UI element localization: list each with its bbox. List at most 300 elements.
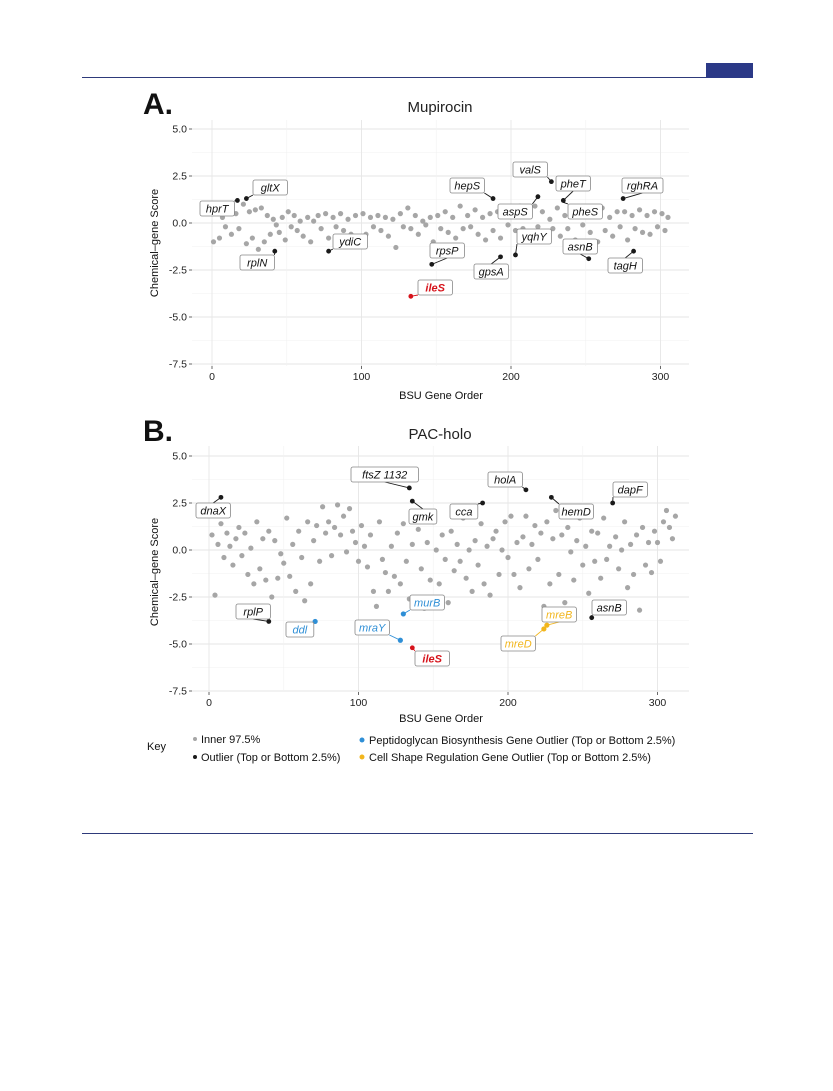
data-point-inner bbox=[535, 557, 540, 562]
data-point-inner bbox=[556, 572, 561, 577]
y-tick-label: 5.0 bbox=[172, 450, 187, 463]
data-point-inner bbox=[607, 215, 612, 220]
data-point-inner bbox=[461, 226, 466, 231]
panel-b-x-label: BSU Gene Order bbox=[399, 713, 483, 725]
data-point-inner bbox=[511, 572, 516, 577]
data-point-inner bbox=[598, 576, 603, 581]
data-point-inner bbox=[589, 529, 594, 534]
data-point-inner bbox=[305, 519, 310, 524]
y-tick-label: 5.0 bbox=[172, 123, 187, 136]
panel-b-letter: B. bbox=[143, 415, 173, 448]
panel-b-y-ticks bbox=[169, 451, 192, 698]
data-point-inner bbox=[344, 549, 349, 554]
data-point-inner bbox=[295, 228, 300, 233]
data-point-inner bbox=[233, 536, 238, 541]
data-point-inner bbox=[455, 542, 460, 547]
data-point-inner bbox=[317, 559, 322, 564]
data-point-inner bbox=[453, 235, 458, 240]
data-point-inner bbox=[398, 581, 403, 586]
data-point-inner bbox=[302, 598, 307, 603]
data-point-inner bbox=[538, 530, 543, 535]
y-tick-label: -7.5 bbox=[168, 685, 187, 698]
legend-marker-inner bbox=[193, 737, 197, 741]
legend-marker-peptidoglycan bbox=[360, 738, 365, 743]
annotation-leader bbox=[314, 621, 315, 622]
annotation-label-rpln: rplN bbox=[247, 257, 268, 270]
data-point-inner bbox=[332, 525, 337, 530]
legend-marker-cell-shape bbox=[360, 755, 365, 760]
data-point-inner bbox=[362, 544, 367, 549]
data-point-inner bbox=[375, 213, 380, 218]
data-point-inner bbox=[659, 211, 664, 216]
data-point-inner bbox=[625, 237, 630, 242]
data-point-inner bbox=[353, 540, 358, 545]
annotation-label-yqhy: yqhY bbox=[521, 231, 547, 244]
data-point-inner bbox=[283, 237, 288, 242]
data-point-inner bbox=[562, 213, 567, 218]
data-point-inner bbox=[446, 230, 451, 235]
data-point-inner bbox=[652, 529, 657, 534]
data-point-inner bbox=[655, 540, 660, 545]
data-point-inner bbox=[236, 525, 241, 530]
data-point-inner bbox=[544, 519, 549, 524]
data-point-inner bbox=[293, 589, 298, 594]
data-point-inner bbox=[308, 239, 313, 244]
annotation-label-dnax: dnaX bbox=[200, 505, 227, 518]
data-point-inner bbox=[368, 532, 373, 537]
data-point-inner bbox=[558, 234, 563, 239]
data-point-inner bbox=[450, 215, 455, 220]
data-point-inner bbox=[281, 561, 286, 566]
annotation-leader bbox=[234, 200, 237, 201]
annotation-label-iles: ileS bbox=[422, 653, 442, 666]
data-point-inner bbox=[665, 215, 670, 220]
data-point-inner bbox=[341, 228, 346, 233]
data-point-inner bbox=[615, 209, 620, 214]
panel-b-chart bbox=[143, 415, 689, 725]
data-point-inner bbox=[580, 562, 585, 567]
data-point-inner bbox=[473, 207, 478, 212]
data-point-inner bbox=[368, 215, 373, 220]
data-point-inner bbox=[640, 230, 645, 235]
data-point-inner bbox=[311, 538, 316, 543]
data-point-inner bbox=[209, 532, 214, 537]
data-point-inner bbox=[390, 217, 395, 222]
data-point-inner bbox=[571, 577, 576, 582]
panel-a-chart bbox=[143, 88, 689, 402]
data-point-inner bbox=[256, 247, 261, 252]
data-point-inner bbox=[316, 213, 321, 218]
y-tick-label: -5.0 bbox=[168, 638, 187, 651]
data-point-inner bbox=[595, 530, 600, 535]
data-point-inner bbox=[610, 234, 615, 239]
data-point-inner bbox=[335, 502, 340, 507]
legend-marker-outlier bbox=[193, 755, 197, 759]
data-point-inner bbox=[257, 566, 262, 571]
data-point-inner bbox=[299, 555, 304, 560]
data-point-inner bbox=[274, 222, 279, 227]
data-point-inner bbox=[643, 562, 648, 567]
data-point-inner bbox=[535, 224, 540, 229]
data-point-inner bbox=[655, 224, 660, 229]
data-point-inner bbox=[292, 213, 297, 218]
data-point-inner bbox=[428, 577, 433, 582]
data-point-inner bbox=[478, 521, 483, 526]
data-point-outlier bbox=[326, 249, 331, 254]
data-point-inner bbox=[287, 574, 292, 579]
panel-a-y-label: Chemical–gene Score bbox=[149, 188, 161, 298]
annotation-label-vals: valS bbox=[519, 164, 541, 177]
data-point-inner bbox=[464, 576, 469, 581]
data-point-inner bbox=[637, 608, 642, 613]
annotation-label-asps: aspS bbox=[502, 206, 528, 219]
data-point-inner bbox=[221, 555, 226, 560]
data-point-peptidoglycan bbox=[401, 611, 406, 616]
data-point-inner bbox=[443, 557, 448, 562]
annotation-label-ftsz-1132: ftsZ 1132 bbox=[362, 469, 408, 482]
data-point-inner bbox=[473, 538, 478, 543]
legend bbox=[147, 734, 675, 764]
data-point-inner bbox=[245, 572, 250, 577]
data-point-inner bbox=[481, 581, 486, 586]
data-point-inner bbox=[215, 542, 220, 547]
data-point-inner bbox=[393, 245, 398, 250]
data-point-inner bbox=[664, 508, 669, 513]
data-point-inner bbox=[662, 228, 667, 233]
data-point-inner bbox=[443, 209, 448, 214]
y-tick-label: 2.5 bbox=[172, 497, 187, 510]
data-point-inner bbox=[631, 572, 636, 577]
data-point-inner bbox=[553, 508, 558, 513]
annotation-label-hola: holA bbox=[494, 474, 517, 487]
annotation-label-rghra: rghRA bbox=[626, 180, 659, 193]
data-point-inner bbox=[574, 538, 579, 543]
data-point-inner bbox=[644, 213, 649, 218]
data-point-inner bbox=[517, 585, 522, 590]
data-point-inner bbox=[502, 519, 507, 524]
data-point-inner bbox=[476, 232, 481, 237]
panel-a-y-ticks bbox=[169, 124, 192, 371]
panel-a-title: Mupirocin bbox=[407, 99, 473, 116]
data-point-inner bbox=[217, 235, 222, 240]
data-point-inner bbox=[371, 589, 376, 594]
data-point-inner bbox=[440, 532, 445, 537]
data-point-inner bbox=[326, 235, 331, 240]
data-point-inner bbox=[263, 577, 268, 582]
data-point-inner bbox=[647, 232, 652, 237]
x-tick-label: 300 bbox=[648, 697, 667, 709]
data-point-inner bbox=[649, 570, 654, 575]
data-point-inner bbox=[259, 205, 264, 210]
data-point-inner bbox=[338, 532, 343, 537]
data-point-inner bbox=[408, 226, 413, 231]
data-point-inner bbox=[583, 544, 588, 549]
data-point-inner bbox=[392, 574, 397, 579]
data-point-inner bbox=[529, 542, 534, 547]
data-point-inner bbox=[365, 564, 370, 569]
annotation-label-rplp: rplP bbox=[243, 606, 263, 619]
annotation-label-mreb: mreB bbox=[546, 609, 573, 622]
data-point-inner bbox=[227, 544, 232, 549]
data-point-inner bbox=[404, 559, 409, 564]
data-point-inner bbox=[586, 591, 591, 596]
y-tick-label: -5.0 bbox=[168, 311, 187, 324]
data-point-inner bbox=[613, 534, 618, 539]
data-point-inner bbox=[658, 559, 663, 564]
data-point-inner bbox=[301, 234, 306, 239]
data-point-inner bbox=[356, 559, 361, 564]
data-point-inner bbox=[236, 226, 241, 231]
panel-b-title: PAC-holo bbox=[408, 426, 472, 443]
data-point-inner bbox=[247, 209, 252, 214]
data-point-inner bbox=[532, 523, 537, 528]
data-point-inner bbox=[625, 585, 630, 590]
data-point-inner bbox=[359, 523, 364, 528]
data-point-inner bbox=[505, 555, 510, 560]
annotation-label-phet: pheT bbox=[560, 178, 586, 191]
data-point-inner bbox=[565, 226, 570, 231]
annotation-label-asnb: asnB bbox=[567, 241, 593, 254]
data-point-inner bbox=[523, 514, 528, 519]
data-point-inner bbox=[371, 224, 376, 229]
annotation-label-ddl: ddl bbox=[292, 624, 308, 637]
data-point-inner bbox=[628, 542, 633, 547]
data-point-inner bbox=[508, 514, 513, 519]
data-point-inner bbox=[395, 530, 400, 535]
data-point-inner bbox=[449, 529, 454, 534]
data-point-inner bbox=[565, 525, 570, 530]
data-point-inner bbox=[254, 519, 259, 524]
data-point-inner bbox=[378, 228, 383, 233]
data-point-inner bbox=[212, 593, 217, 598]
data-point-inner bbox=[389, 544, 394, 549]
panel-a-letter: A. bbox=[143, 88, 173, 121]
data-point-inner bbox=[468, 224, 473, 229]
legend-title: Key bbox=[147, 741, 166, 753]
data-point-inner bbox=[496, 572, 501, 577]
data-point-inner bbox=[637, 207, 642, 212]
data-point-inner bbox=[284, 515, 289, 520]
data-point-inner bbox=[673, 514, 678, 519]
data-point-inner bbox=[493, 529, 498, 534]
data-point-inner bbox=[480, 215, 485, 220]
x-tick-label: 0 bbox=[209, 371, 215, 383]
data-point-inner bbox=[329, 553, 334, 558]
panel-a-x-label: BSU Gene Order bbox=[399, 390, 483, 402]
data-point-inner bbox=[241, 202, 246, 207]
data-point-inner bbox=[311, 219, 316, 224]
data-point-inner bbox=[580, 222, 585, 227]
data-point-inner bbox=[326, 519, 331, 524]
data-point-inner bbox=[465, 213, 470, 218]
annotation-label-cca: cca bbox=[455, 506, 473, 519]
data-point-inner bbox=[262, 239, 267, 244]
data-point-inner bbox=[490, 228, 495, 233]
x-tick-label: 100 bbox=[352, 371, 371, 383]
data-point-inner bbox=[380, 557, 385, 562]
x-tick-label: 100 bbox=[349, 697, 368, 709]
data-point-inner bbox=[505, 222, 510, 227]
data-point-inner bbox=[296, 529, 301, 534]
data-point-inner bbox=[278, 551, 283, 556]
data-point-inner bbox=[588, 230, 593, 235]
panel-a-x-ticks bbox=[209, 366, 669, 383]
data-point-inner bbox=[532, 203, 537, 208]
annotation-label-murb: murB bbox=[414, 597, 441, 610]
data-point-inner bbox=[314, 523, 319, 528]
data-point-inner bbox=[218, 521, 223, 526]
data-point-inner bbox=[458, 559, 463, 564]
data-point-inner bbox=[592, 559, 597, 564]
annotation-label-mray: mraY bbox=[359, 622, 386, 635]
y-tick-label: 0.0 bbox=[172, 544, 187, 557]
data-point-inner bbox=[487, 593, 492, 598]
data-point-inner bbox=[652, 209, 657, 214]
data-point-inner bbox=[413, 213, 418, 218]
data-point-inner bbox=[383, 215, 388, 220]
data-point-inner bbox=[272, 538, 277, 543]
annotation-label-heps: hepS bbox=[454, 180, 481, 193]
annotation-label-mred: mreD bbox=[504, 638, 532, 651]
annotation-label-ydic: ydiC bbox=[339, 236, 362, 249]
data-point-inner bbox=[458, 203, 463, 208]
data-point-inner bbox=[416, 527, 421, 532]
annotation-label-hemd: hemD bbox=[561, 506, 591, 519]
data-point-inner bbox=[353, 213, 358, 218]
data-point-inner bbox=[603, 228, 608, 233]
data-point-inner bbox=[401, 521, 406, 526]
data-point-inner bbox=[386, 589, 391, 594]
data-point-inner bbox=[341, 514, 346, 519]
data-point-inner bbox=[338, 211, 343, 216]
data-point-inner bbox=[211, 239, 216, 244]
annotation-label-iles: ileS bbox=[425, 282, 445, 295]
data-point-inner bbox=[428, 215, 433, 220]
data-point-inner bbox=[616, 566, 621, 571]
data-point-inner bbox=[350, 529, 355, 534]
data-point-inner bbox=[280, 215, 285, 220]
data-point-inner bbox=[550, 536, 555, 541]
data-point-inner bbox=[319, 226, 324, 231]
data-point-inner bbox=[467, 547, 472, 552]
data-point-inner bbox=[374, 604, 379, 609]
data-point-inner bbox=[345, 217, 350, 222]
data-point-inner bbox=[416, 232, 421, 237]
data-point-inner bbox=[377, 519, 382, 524]
data-point-inner bbox=[520, 534, 525, 539]
data-point-inner bbox=[425, 540, 430, 545]
data-point-inner bbox=[634, 532, 639, 537]
data-point-inner bbox=[347, 506, 352, 511]
data-point-inner bbox=[298, 219, 303, 224]
data-point-inner bbox=[271, 217, 276, 222]
data-point-inner bbox=[223, 224, 228, 229]
data-point-inner bbox=[266, 529, 271, 534]
x-tick-label: 300 bbox=[651, 371, 670, 383]
data-point-inner bbox=[559, 532, 564, 537]
data-point-inner bbox=[410, 542, 415, 547]
data-point-inner bbox=[405, 205, 410, 210]
data-point-inner bbox=[629, 213, 634, 218]
data-point-inner bbox=[224, 530, 229, 535]
data-point-inner bbox=[622, 209, 627, 214]
data-point-inner bbox=[290, 542, 295, 547]
data-point-inner bbox=[514, 540, 519, 545]
data-point-inner bbox=[555, 205, 560, 210]
data-point-inner bbox=[268, 232, 273, 237]
data-point-inner bbox=[604, 557, 609, 562]
data-point-inner bbox=[446, 600, 451, 605]
panel-b-y-label: Chemical–gene Score bbox=[149, 517, 161, 627]
data-point-inner bbox=[239, 553, 244, 558]
y-tick-label: -2.5 bbox=[168, 591, 187, 604]
annotation-label-dapf: dapF bbox=[617, 484, 643, 497]
y-tick-label: 2.5 bbox=[172, 170, 187, 183]
data-point-inner bbox=[250, 235, 255, 240]
data-point-inner bbox=[646, 540, 651, 545]
data-point-inner bbox=[618, 224, 623, 229]
data-point-inner bbox=[601, 515, 606, 520]
data-point-inner bbox=[360, 211, 365, 216]
data-point-inner bbox=[253, 207, 258, 212]
data-point-inner bbox=[242, 530, 247, 535]
data-point-inner bbox=[330, 215, 335, 220]
legend-label-inner: Inner 97.5% bbox=[201, 734, 261, 746]
y-tick-label: -2.5 bbox=[168, 264, 187, 277]
data-point-inner bbox=[419, 566, 424, 571]
annotation-label-gpsa: gpsA bbox=[478, 266, 504, 279]
data-point-inner bbox=[619, 547, 624, 552]
annotation-label-hprt: hprT bbox=[205, 203, 229, 216]
data-point-inner bbox=[547, 217, 552, 222]
data-point-inner bbox=[286, 209, 291, 214]
x-tick-label: 200 bbox=[499, 697, 517, 709]
data-point-inner bbox=[251, 581, 256, 586]
data-point-inner bbox=[275, 576, 280, 581]
annotation-label-phes: pheS bbox=[572, 206, 599, 219]
data-point-inner bbox=[386, 234, 391, 239]
data-point-inner bbox=[229, 232, 234, 237]
y-tick-label: -7.5 bbox=[168, 358, 187, 371]
data-point-inner bbox=[640, 525, 645, 530]
data-point-inner bbox=[498, 235, 503, 240]
data-point-inner bbox=[526, 566, 531, 571]
data-point-inner bbox=[438, 226, 443, 231]
data-point-inner bbox=[568, 549, 573, 554]
data-point-inner bbox=[277, 230, 282, 235]
data-point-inner bbox=[452, 568, 457, 573]
data-point-inner bbox=[483, 237, 488, 242]
data-point-inner bbox=[670, 536, 675, 541]
data-point-inner bbox=[661, 519, 666, 524]
data-point-inner bbox=[423, 222, 428, 227]
data-point-inner bbox=[323, 530, 328, 535]
data-point-inner bbox=[308, 581, 313, 586]
data-point-inner bbox=[487, 211, 492, 216]
legend-label-cell-shape: Cell Shape Regulation Gene Outlier (Top or Bottom 2.5%) bbox=[369, 752, 651, 764]
data-point-inner bbox=[484, 544, 489, 549]
data-point-inner bbox=[289, 224, 294, 229]
data-point-inner bbox=[333, 224, 338, 229]
data-point-inner bbox=[470, 589, 475, 594]
data-point-inner bbox=[269, 594, 274, 599]
data-point-inner bbox=[490, 536, 495, 541]
data-point-inner bbox=[632, 226, 637, 231]
data-point-inner bbox=[401, 224, 406, 229]
data-point-inner bbox=[622, 519, 627, 524]
data-point-inner bbox=[305, 215, 310, 220]
data-point-inner bbox=[540, 209, 545, 214]
